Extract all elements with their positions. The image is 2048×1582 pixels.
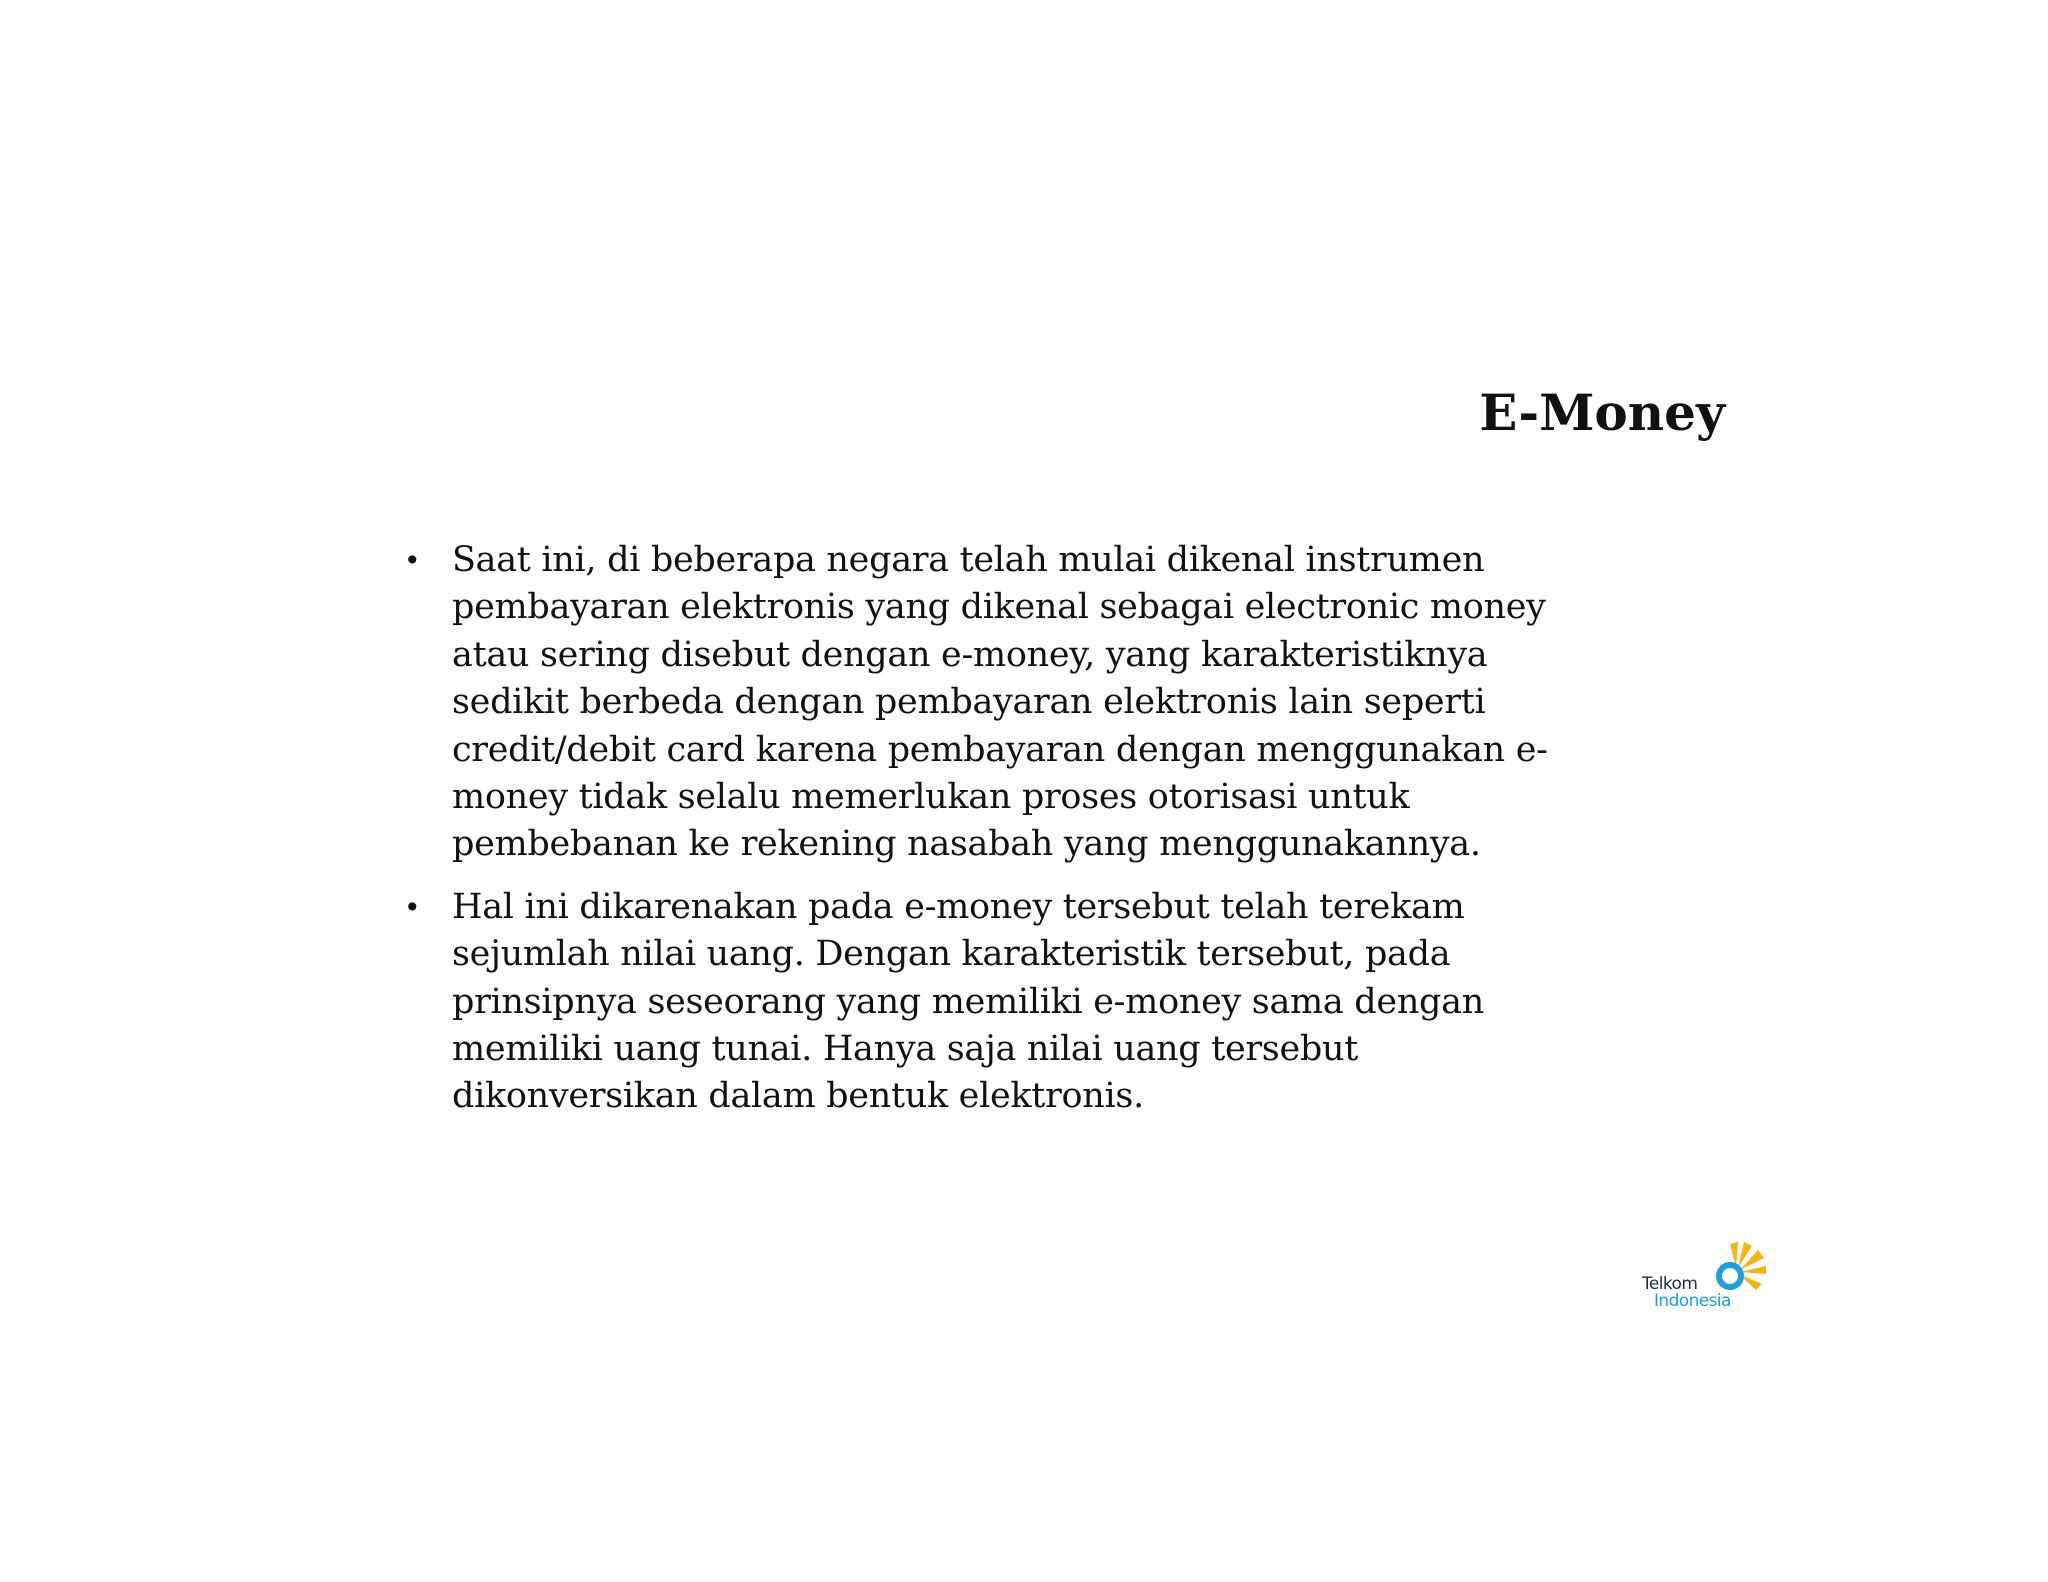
bullet-item-1	[404, 537, 1694, 869]
telkom-sun-icon	[1706, 1238, 1770, 1298]
bullet-list	[404, 537, 1694, 1136]
bullet-text: Saat ini, di beberapa negara telah mulai dikenal instrumen pembayaran elektronis yang dikenal sebagai electronic money atau sering disebut dengan e-money, yang karakteristiknya sedikit berbeda dengan pembayaran elektronis lain seperti credit/debit card karena pembayaran dengan menggunakan e- money tidak selalu memerlukan proses otorisasi untuk pembebanan ke rekening nasabah yang menggunakannya.	[452, 540, 1548, 865]
bullet-marker: •	[404, 544, 421, 577]
logo-text-telkom: Telkom	[1642, 1274, 1698, 1294]
slide-title: E-Money	[1479, 383, 1725, 442]
bullet-item-2	[404, 884, 1694, 1121]
telkom-logo	[1640, 1238, 1770, 1318]
bullet-marker: •	[404, 890, 421, 924]
bullet-text: Hal ini dikarenakan pada e-money tersebut telah terekam sejumlah nilai uang. Dengan karakteristik tersebut, pada prinsipnya seseorang yang memiliki e-money sama dengan memiliki uang tunai. Hanya saja nilai uang tersebut dikonversikan dalam bentuk elektronis.	[452, 886, 1484, 1117]
logo-text-indonesia: Indonesia	[1654, 1291, 1731, 1311]
